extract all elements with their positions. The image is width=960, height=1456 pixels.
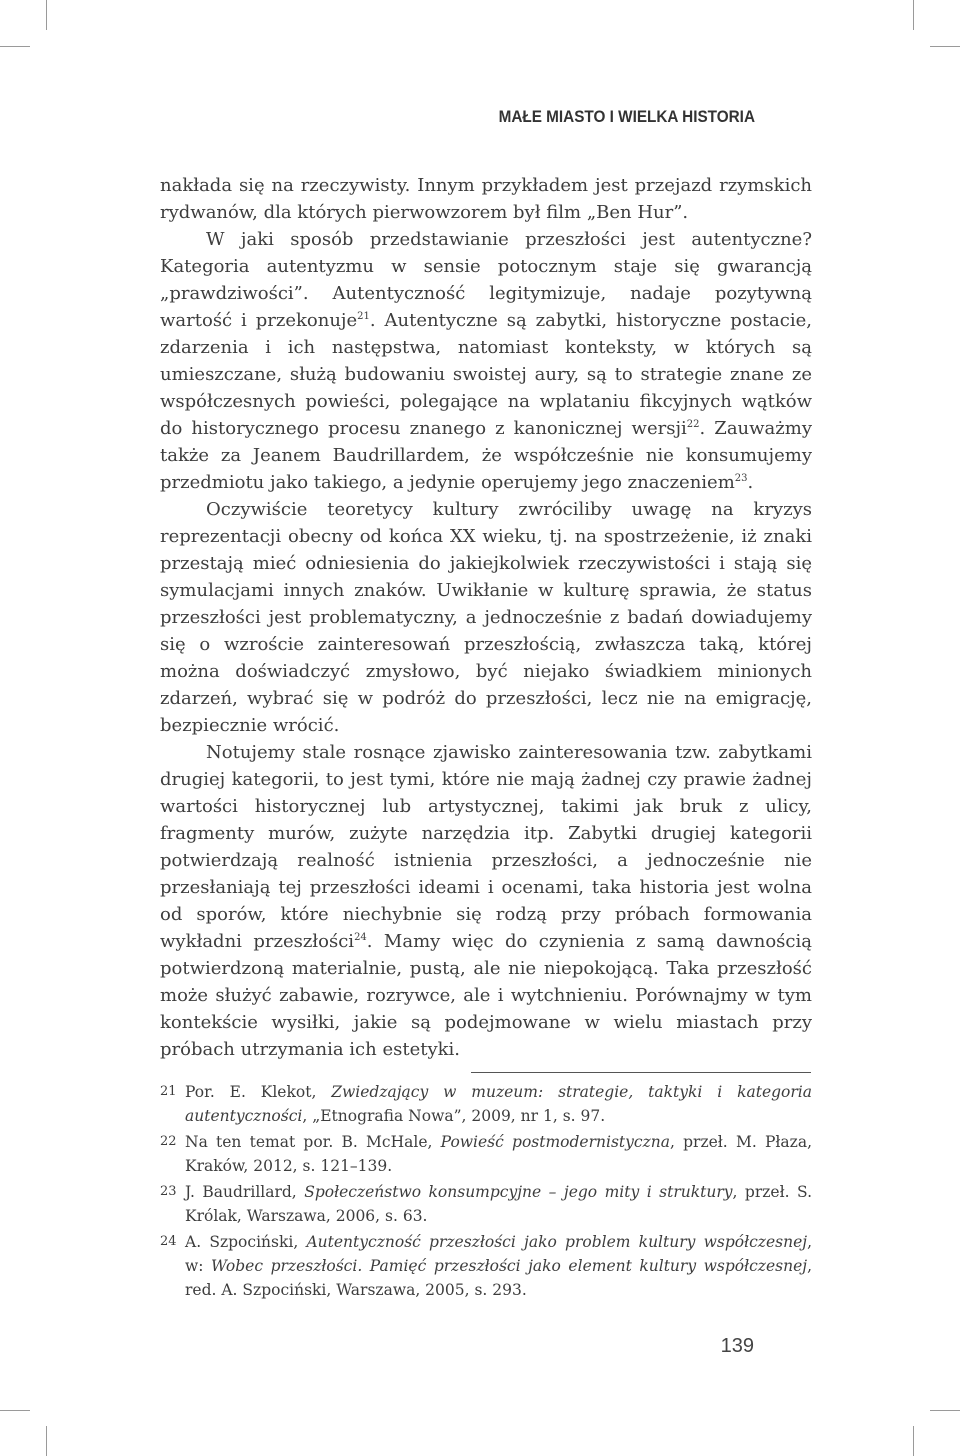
crop-mark	[46, 0, 47, 30]
paragraph-text: .	[747, 472, 754, 493]
footnote-ref[interactable]: 21	[357, 311, 370, 322]
footnote-title: Społeczeństwo konsumpcyjne – jego mity i struktury	[304, 1183, 733, 1201]
footnote-text: A. Szpociński,	[185, 1233, 307, 1251]
footnote-number: 24	[160, 1234, 177, 1249]
paragraph-text: . Autentyczne są zabytki, historyczne postacie, zdarzenia i ich następstwa, natomiast konteksty, w których są umieszczane, służą budowaniu swoistej aury, są to strategie znane ze współczesnych powieści, polegające na wplataniu fikcyjnych wątków do historycznego procesu znanego z kanonicznej wersji	[160, 310, 812, 439]
footnotes	[160, 1080, 812, 1304]
footnote-text: Por. E. Klekot,	[185, 1083, 332, 1101]
footnote-divider	[471, 1072, 811, 1073]
paragraph	[160, 226, 812, 496]
crop-mark	[0, 46, 30, 47]
footnote-title: Wobec przeszłości. Pamięć przeszłości jako element kultury współczesnej	[211, 1257, 808, 1275]
footnote-title: Autentyczność przeszłości jako problem kultury współczesnej	[306, 1233, 808, 1251]
footnote-title: Powieść postmodernistyczna	[440, 1133, 670, 1151]
footnote-text: , „Etnografia Nowa”, 2009, nr 1, s. 97.	[302, 1107, 606, 1125]
footnote-text: J. Baudrillard,	[185, 1183, 305, 1201]
footnote	[160, 1080, 812, 1128]
paragraph	[160, 172, 812, 226]
footnote-number: 21	[160, 1084, 177, 1099]
footnote-ref[interactable]: 22	[686, 419, 700, 430]
crop-mark	[913, 1426, 914, 1456]
footnote-text: , przeł. M. Płaza, Kraków, 2012, s. 121–139.	[185, 1133, 813, 1175]
crop-mark	[930, 1410, 960, 1411]
paragraph-text: W jaki sposób przedstawianie przeszłości jest autentyczne? Kategoria autentyzmu w sensie potocznym staje się gwarancją „prawdziwości”. Autentyczność legitymizuje, nadaje pozytywną wartość i przekonuje	[160, 229, 812, 331]
running-header: MAŁE MIASTO I WIELKA HISTORIA	[498, 107, 755, 126]
footnote-ref[interactable]: 23	[734, 473, 748, 484]
footnote-text: , w:	[185, 1233, 812, 1275]
footnote	[160, 1180, 812, 1228]
footnote-number: 22	[160, 1134, 177, 1149]
footnote-text: , red. A. Szpociński, Warszawa, 2005, s. 293.	[185, 1257, 813, 1299]
footnote-text: Na ten temat por. B. McHale,	[185, 1133, 441, 1151]
paragraph-text: Oczywiście teoretycy kultury zwróciliby uwagę na kryzys reprezentacji obecny od końca XX wieku, tj. na spostrzeżenie, iż znaki przestają mieć odniesienia do jakiejkolwiek rzeczywistości i stają się symulacjami innych znaków. Uwikłanie w kulturę sprawia, że status przeszłości jest problematyczny, a jednocześnie z badań dowiadujemy się o wzroście zainteresowań przeszłością, zwłaszcza taką, której można doświadczyć zmysłowo, być niejako świadkiem minionych zdarzeń, wybrać się w podróż do przeszłości, lecz nie na emigrację, bezpiecznie wrócić.	[160, 499, 812, 736]
footnote-title: Zwiedzający w muzeum: strategie, taktyki i kategoria autentyczności	[185, 1083, 812, 1125]
footnote-text: , przeł. S. Królak, Warszawa, 2006, s. 63.	[185, 1183, 812, 1225]
paragraph	[160, 496, 812, 739]
paragraph-text: Notujemy stale rosnące zjawisko zainteresowania tzw. zabytkami drugiej kategorii, to jest tymi, które nie mają żadnej czy prawie żadnej wartości historycznej lub artystycznej, takimi jak bruk z ulicy, fragmenty murów, zużyte narzędzia itp. Zabytki drugiej kategorii potwierdzają realność istnienia przeszłości, a jednocześnie nie przesłaniają tej przeszłości ideami i ocenami, taka historia jest wolna od sporów, które niechybnie się rodzą przy próbach formowania wykładni przeszłości	[160, 742, 812, 952]
footnote	[160, 1130, 812, 1178]
paragraph-text: nakłada się na rzeczywisty. Innym przykładem jest przejazd rzymskich rydwanów, dla których pierwowzorem był film „Ben Hur”.	[160, 175, 812, 223]
paragraph-text: . Mamy więc do czynienia z samą dawnością potwierdzoną materialnie, pustą, ale nie niepokojącą. Taka przeszłość może służyć zabawie, rozrywce, ale i wytchnieniu. Porównajmy w tym kontekście wysiłki, jakie są podejmowane w wielu miastach przy próbach utrzymania ich estetyki.	[160, 931, 812, 1060]
body-text	[160, 172, 812, 1063]
crop-mark	[0, 1410, 30, 1411]
footnote-number: 23	[160, 1184, 177, 1199]
footnote-ref[interactable]: 24	[354, 932, 367, 943]
paragraph-text: . Zauważmy także za Jeanem Baudrillardem, że współcześnie nie konsumujemy przedmiotu jako takiego, a jedynie operujemy jego znaczeniem	[160, 418, 813, 493]
footnote	[160, 1230, 812, 1302]
crop-mark	[930, 46, 960, 47]
page-number: 139	[720, 1335, 754, 1357]
crop-mark	[913, 0, 914, 30]
crop-mark	[46, 1426, 47, 1456]
paragraph	[160, 739, 812, 1063]
